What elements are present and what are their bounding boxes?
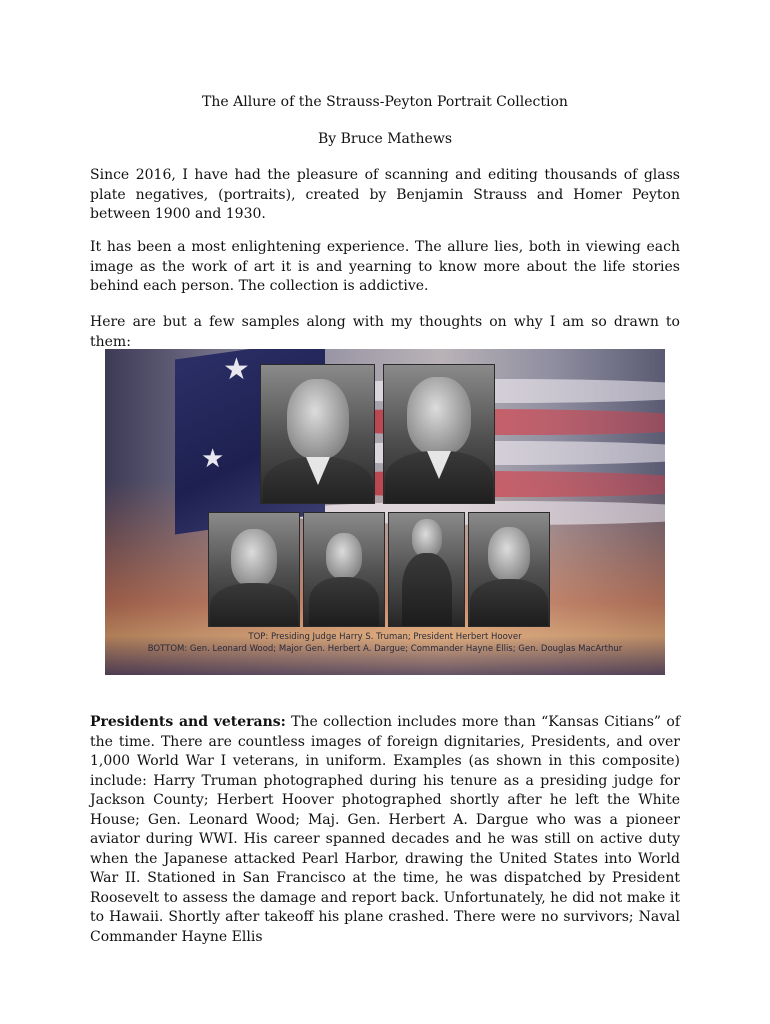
paragraph-intro: Since 2016, I have had the pleasure of scanning and editing thousands of glass plate negatives, (portraits), created by Benjamin Strauss and Homer Peyton between 1900 and 1930. xyxy=(90,167,680,222)
portrait-body xyxy=(210,583,298,627)
portrait-dargue xyxy=(303,512,385,627)
portrait-hoover xyxy=(383,364,495,504)
document-title: The Allure of the Strauss-Peyton Portrait Collection xyxy=(202,94,568,110)
portrait-head xyxy=(231,529,277,587)
paragraph-allure: It has been a most enlightening experience. The allure lies, both in viewing each image as the work of art it is and yearning to know more about the life stories behind each person. The collection is addictive. xyxy=(90,239,680,294)
paragraph-samples: Here are but a few samples along with my thoughts on why I am so drawn to them: xyxy=(90,314,680,350)
portrait-collar xyxy=(427,451,451,479)
section-heading: Presidents and veterans: xyxy=(90,714,286,730)
portrait-truman xyxy=(260,364,375,504)
composite-caption-bottom: BOTTOM: Gen. Leonard Wood; Major Gen. Herbert A. Dargue; Commander Hayne Ellis; Gen. Douglas MacArthur xyxy=(147,644,623,654)
portrait-head xyxy=(412,519,442,557)
portrait-body xyxy=(402,553,452,627)
paragraph-presidents-veterans xyxy=(90,713,680,947)
composite-caption-top: TOP: Presiding Judge Harry S. Truman; President Herbert Hoover xyxy=(248,632,522,642)
portrait-head xyxy=(287,379,349,459)
portrait-body xyxy=(309,577,379,627)
star-icon: ★ xyxy=(201,444,225,474)
section-body: The collection includes more than “Kansas Citians” of the time. There are countless images of foreign dignitaries, Presidents, and over 1,000 World War I veterans, in uniform. Examples (as shown in this composite) include: Harry Truman photographed during his tenure as a presiding judge for Jackson County; Herbert Hoover photographed shortly after he left the White House; Gen. Leonard Wood; Maj. Gen. Herbert A. Dargue who was a pioneer aviator during WWI. His career spanned decades and he was still on active duty when the Japanese attacked Pearl Harbor, drawing the United States into World War II. Stationed in San Francisco at the time, he was dispatched by President Roosevelt to assess the damage and report back. Unfortunately, he did not make it to Hawaii. Shortly after takeoff his plane crashed. There were no survivors; Naval Commander Hayne Ellis xyxy=(90,714,680,945)
portrait-body xyxy=(470,579,548,627)
portrait-head xyxy=(488,527,530,581)
portrait-composite-image xyxy=(105,349,665,675)
portrait-macarthur xyxy=(468,512,550,627)
portrait-head xyxy=(407,377,471,455)
portrait-head xyxy=(326,533,362,579)
portrait-ellis xyxy=(388,512,465,627)
portrait-collar xyxy=(306,457,330,485)
star-icon: ★ xyxy=(223,352,250,387)
document-byline: By Bruce Mathews xyxy=(318,131,452,147)
portrait-wood xyxy=(208,512,300,627)
